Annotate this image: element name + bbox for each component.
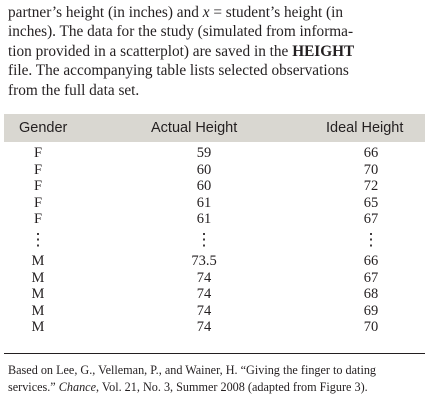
cell-ideal-height: 70: [363, 161, 379, 178]
table-row: [4, 178, 425, 194]
intro-line-2: inches). The data for the study (simulated from informa-: [8, 23, 354, 41]
table-row: [4, 195, 425, 211]
variable-x: x: [202, 4, 210, 21]
table-row: [4, 162, 425, 178]
file-name: HEIGHT: [292, 42, 355, 60]
header-ideal-height: Ideal Height: [326, 120, 404, 136]
cell-actual-height: 74: [196, 269, 212, 286]
vertical-ellipsis: ⋮: [362, 230, 380, 249]
cell-actual-height: 61: [196, 211, 212, 228]
cell-actual-height: 60: [196, 161, 212, 178]
table-row: [4, 211, 425, 227]
source-text: services.”: [8, 380, 59, 394]
cell-actual-height: 60: [196, 178, 212, 195]
cell-ideal-height: 70: [363, 319, 379, 336]
cell-ideal-height: 69: [363, 302, 379, 319]
cell-ideal-height: 72: [363, 178, 379, 195]
cell-gender: F: [33, 178, 43, 195]
data-table: [4, 114, 425, 363]
cell-gender: M: [31, 269, 45, 286]
table-row: [4, 319, 425, 335]
table-row: [4, 270, 425, 286]
cell-gender: M: [31, 286, 45, 303]
cell-actual-height: 73.5: [191, 253, 217, 269]
cell-ideal-height: 67: [363, 269, 379, 286]
vertical-ellipsis: ⋮: [29, 230, 47, 249]
table-row: [4, 145, 425, 161]
table-row: [4, 253, 425, 269]
cell-gender: F: [33, 211, 43, 228]
header-actual-height: Actual Height: [151, 120, 238, 136]
cell-gender: M: [31, 302, 45, 319]
cell-gender: F: [33, 161, 43, 178]
table-row: [4, 286, 425, 302]
ellipsis-row: [4, 229, 425, 251]
cell-actual-height: 74: [196, 286, 212, 303]
table-header: [4, 114, 425, 142]
source-text: , Vol. 21, No. 3, Summer 2008 (adapted from Figure 3).: [96, 380, 368, 394]
table-row: [4, 303, 425, 319]
cell-actual-height: 74: [196, 302, 212, 319]
cell-ideal-height: 66: [363, 145, 379, 161]
cell-actual-height: 59: [196, 145, 212, 161]
intro-text: = student’s height (in: [209, 4, 344, 21]
intro-text: tion provided in a scatterplot) are saved in the: [8, 42, 293, 60]
cell-gender: M: [31, 253, 45, 269]
header-gender: Gender: [19, 120, 68, 136]
table-body: [4, 145, 425, 363]
intro-text: partner’s height (in inches) and: [8, 4, 203, 21]
intro-line-1: [8, 3, 424, 22]
source-line-1: Based on Lee, G., Velleman, P., and Wainer, H. “Giving the finger to dating: [8, 363, 377, 377]
intro-line-4: file. The accompanying table lists selected observations: [8, 62, 349, 80]
intro-line-5: from the full data set.: [8, 81, 140, 99]
cell-ideal-height: 67: [363, 211, 379, 228]
vertical-ellipsis: ⋮: [195, 230, 213, 249]
cell-actual-height: 61: [196, 194, 212, 211]
intro-paragraph: [8, 3, 424, 100]
cell-gender: F: [33, 194, 43, 211]
cell-ideal-height: 66: [363, 253, 379, 269]
table-bottom-rule: [4, 353, 425, 354]
cell-ideal-height: 65: [363, 194, 379, 211]
source-line-2: [8, 379, 424, 396]
cell-ideal-height: 68: [363, 286, 379, 303]
source-note: [8, 362, 424, 396]
intro-line-3: [8, 42, 424, 61]
cell-actual-height: 74: [196, 319, 212, 336]
cell-gender: M: [31, 319, 45, 336]
journal-name: Chance: [58, 380, 96, 394]
cell-gender: F: [33, 145, 43, 161]
